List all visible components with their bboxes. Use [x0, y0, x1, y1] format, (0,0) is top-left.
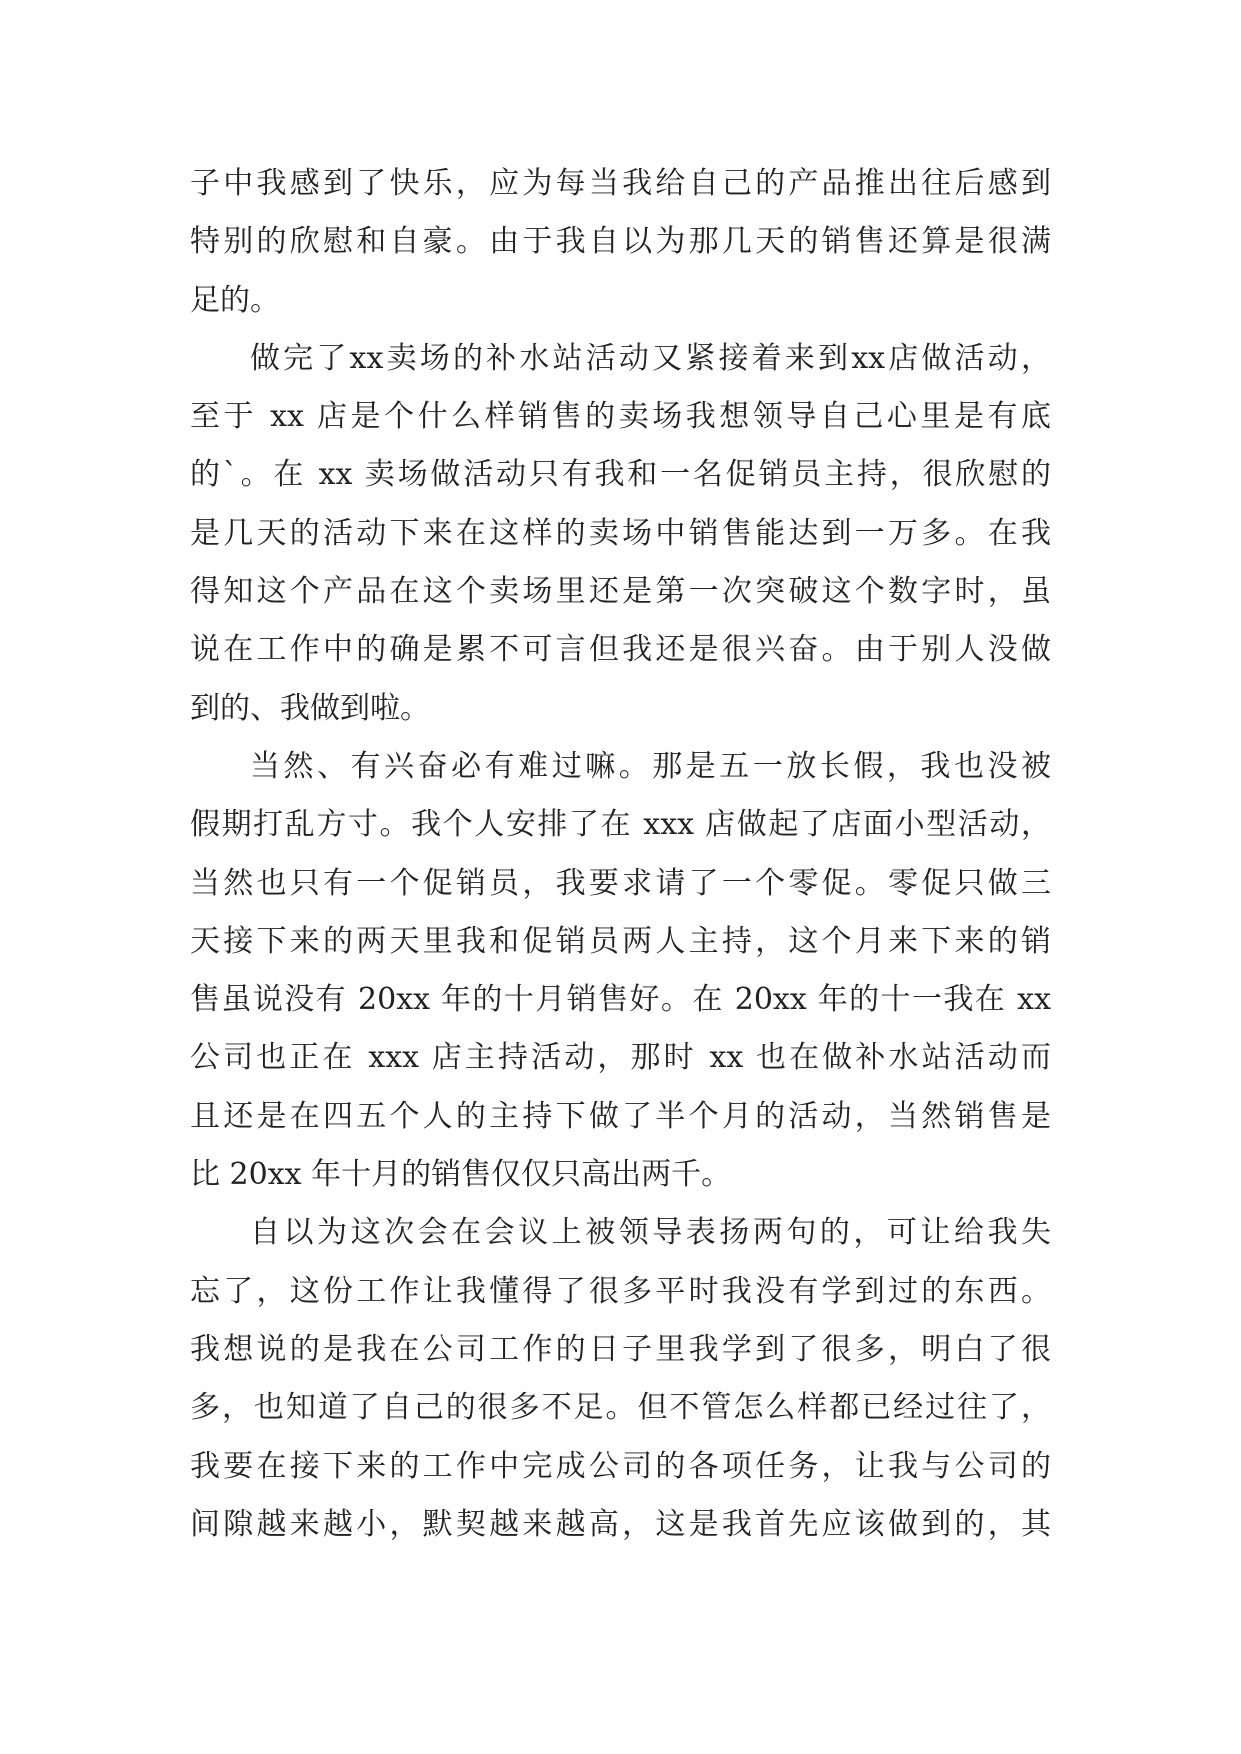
text-line: 假期打乱方寸。我个人安排了在 xxx 店做起了店面小型活动， — [190, 807, 1051, 843]
text-line: 做完了xx卖场的补水站活动又紧接着来到xx店做活动， — [250, 340, 1051, 376]
text-line: 说在工作中的确是累不可言但我还是很兴奋。由于别人没做 — [190, 632, 1051, 668]
text-line: 忘了，这份工作让我懂得了很多平时我没有学到过的东西。 — [190, 1273, 1051, 1309]
text-line: 子中我感到了快乐，应为每当我给自己的产品推出往后感到 — [190, 166, 1051, 201]
paragraph — [190, 738, 1051, 1204]
text-line: 多，也知道了自己的很多不足。但不管怎么样都已经过往了， — [190, 1390, 1051, 1426]
paragraph — [190, 155, 1051, 330]
text-line: 间隙越来越小，默契越来越高，这是我首先应该做到的，其 — [190, 1506, 1051, 1542]
text-line: 得知这个产品在这个卖场里还是第一次突破这个数字时，虽 — [190, 574, 1051, 610]
text-line: 比 20xx 年十月的销售仅仅只高出两千。 — [190, 1157, 732, 1193]
text-line: 特别的欣慰和自豪。由于我自以为那几天的销售还算是很满 — [190, 224, 1051, 260]
text-line: 自以为这次会在会议上被领导表扬两句的，可让给我失 — [250, 1215, 1051, 1251]
text-line: 且还是在四五个人的主持下做了半个月的活动，当然销售是 — [190, 1098, 1051, 1134]
text-line: 当然也只有一个促销员，我要求请了一个零促。零促只做三 — [190, 865, 1051, 901]
paragraph — [190, 1204, 1051, 1554]
text-line: 到的、我做到啦。 — [190, 690, 430, 726]
text-line: 当然、有兴奋必有难过嘛。那是五一放长假，我也没被 — [250, 748, 1051, 784]
text-line: 的`。在 xx 卖场做活动只有我和一名促销员主持，很欣慰的 — [190, 457, 1051, 493]
text-line: 足的。 — [190, 282, 280, 318]
body-text — [190, 155, 1051, 1554]
text-line: 我想说的是我在公司工作的日子里我学到了很多，明白了很 — [190, 1331, 1051, 1367]
text-line: 是几天的活动下来在这样的卖场中销售能达到一万多。在我 — [190, 515, 1051, 551]
text-line: 至于 xx 店是个什么样销售的卖场我想领导自己心里是有底 — [190, 399, 1051, 435]
text-line: 天接下来的两天里我和促销员两人主持，这个月来下来的销 — [190, 923, 1051, 959]
text-line: 售虽说没有 20xx 年的十月销售好。在 20xx 年的十一我在 xx — [190, 982, 1051, 1018]
text-line: 公司也正在 xxx 店主持活动，那时 xx 也在做补水站活动而 — [190, 1040, 1051, 1076]
text-line: 我要在接下来的工作中完成公司的各项任务，让我与公司的 — [190, 1448, 1051, 1484]
paragraph — [190, 330, 1051, 738]
